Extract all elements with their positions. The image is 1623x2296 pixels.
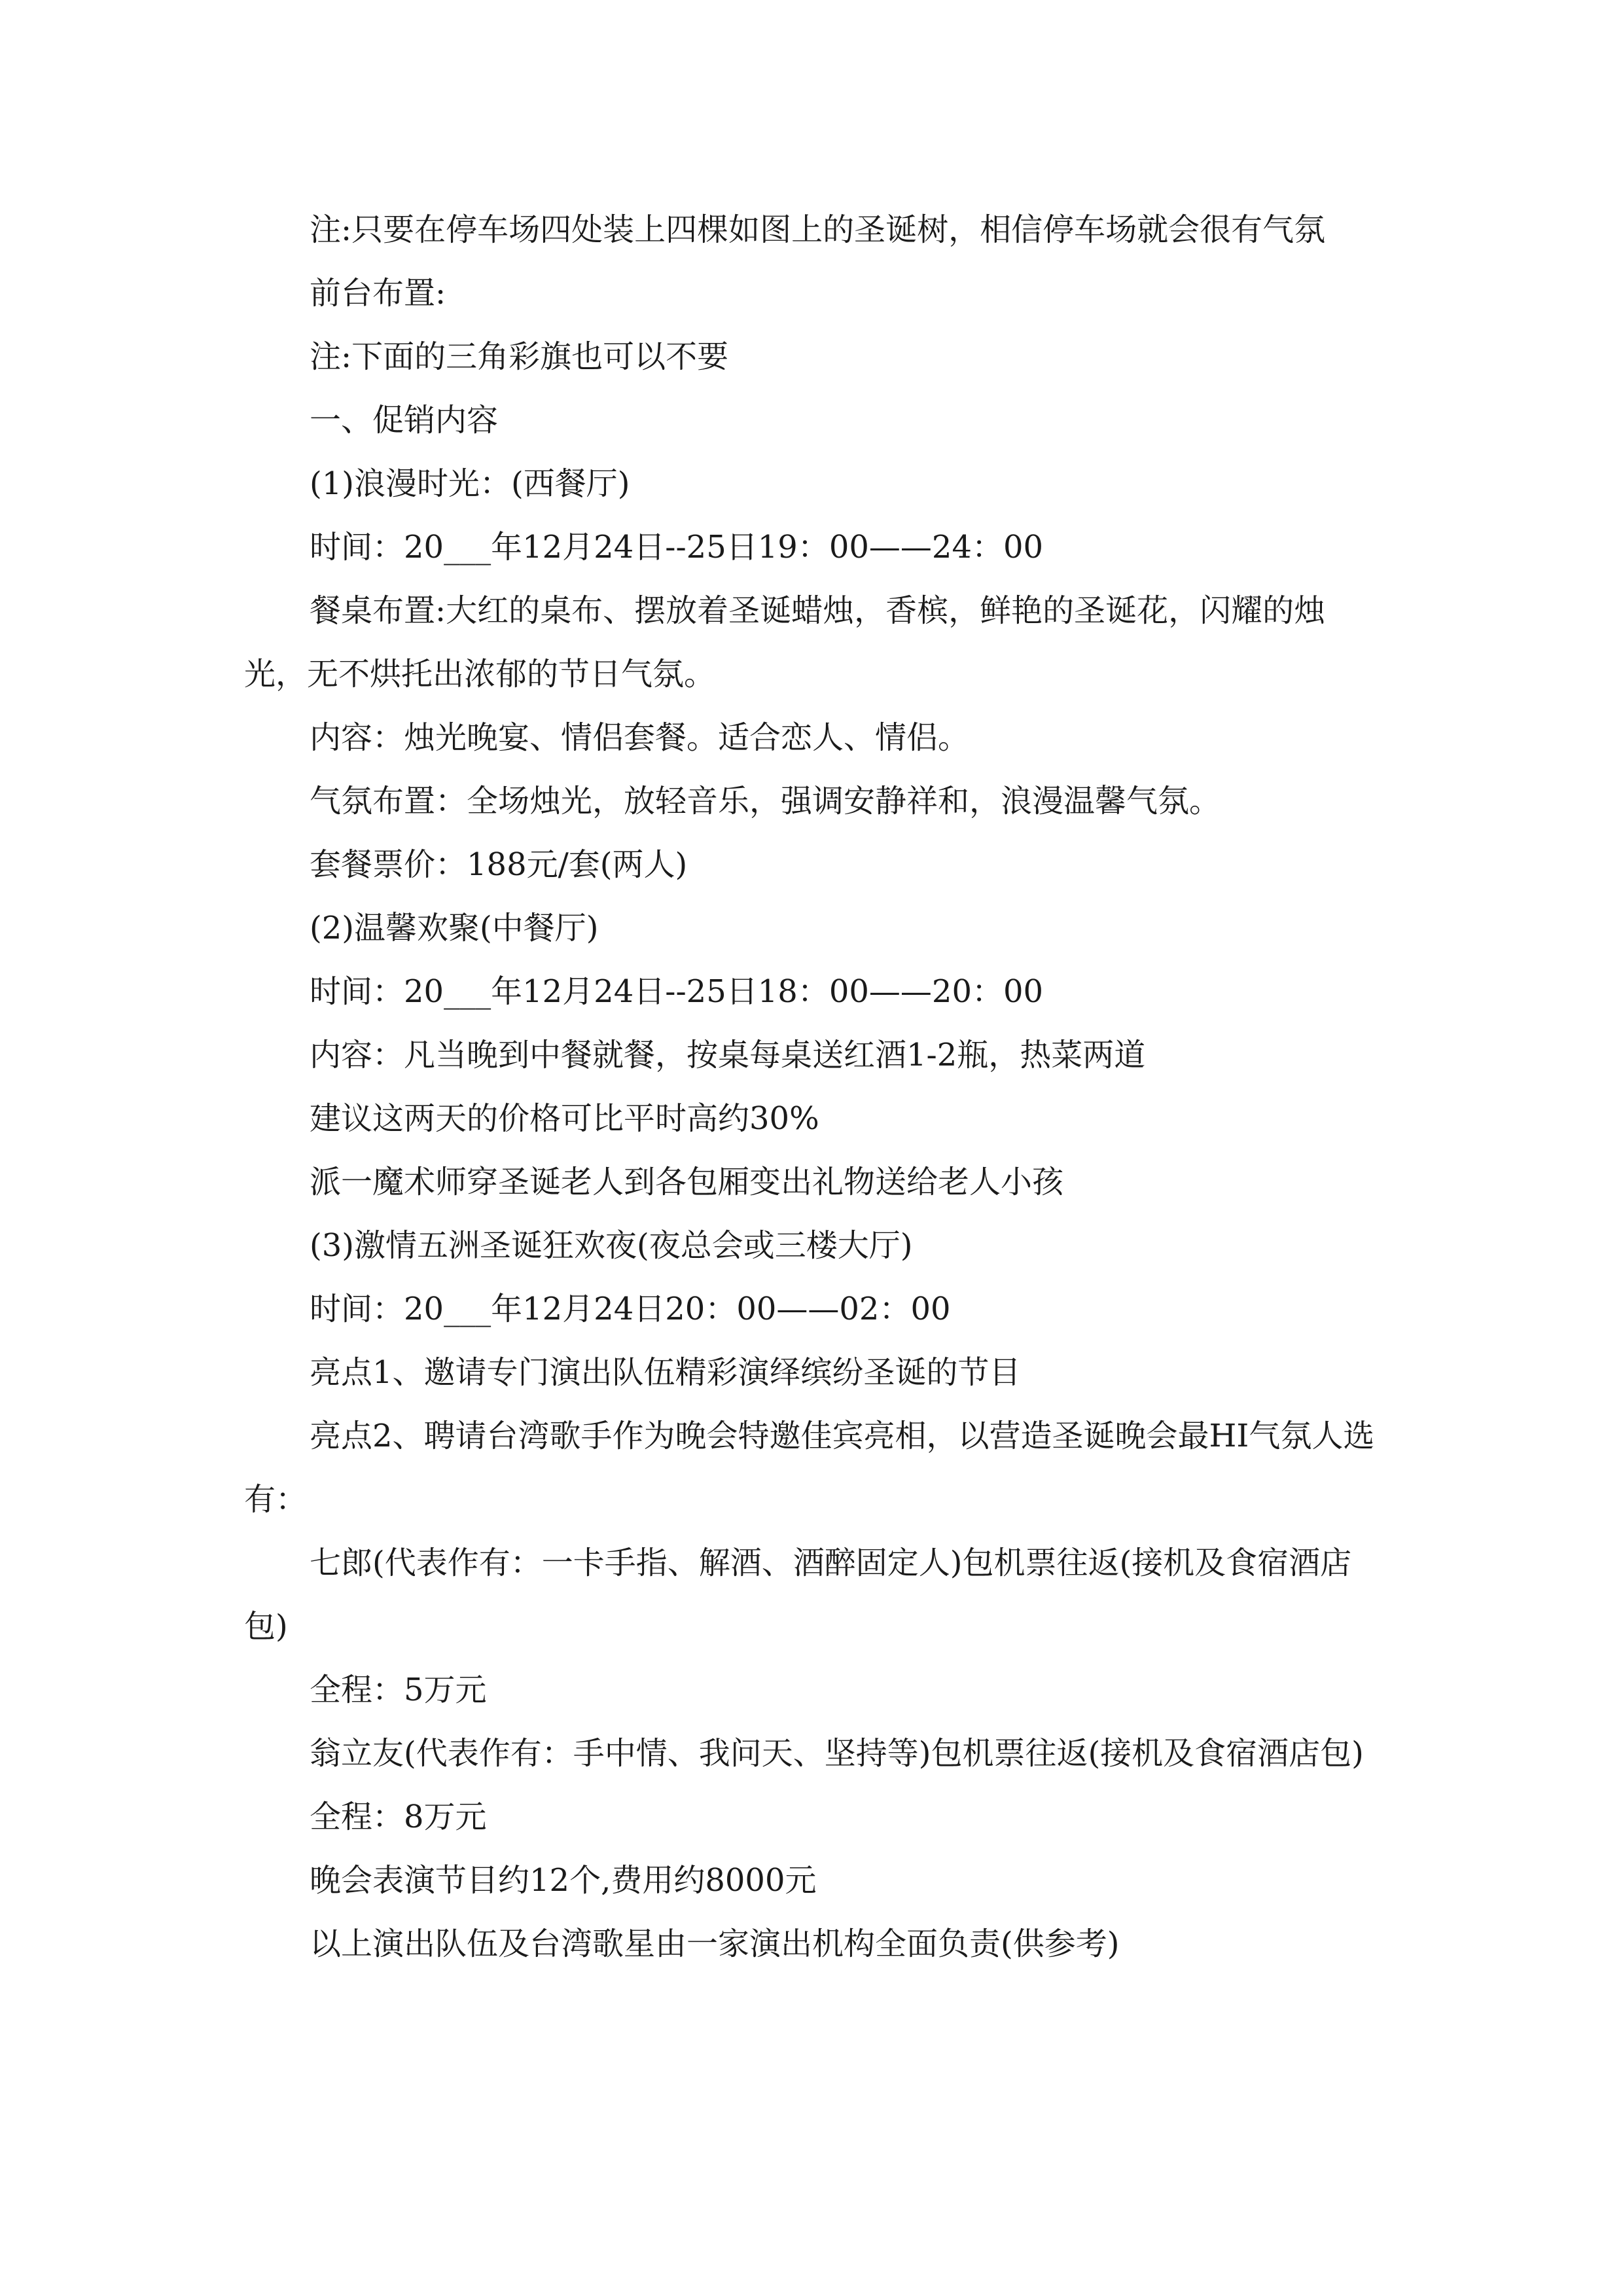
paragraph-atmosphere: 气氛布置：全场烛光，放轻音乐，强调安静祥和，浪漫温馨气氛。 (310, 783, 1221, 819)
paragraph-content-2: 内容：凡当晚到中餐就餐，按桌每桌送红酒1-2瓶，热菜两道 (310, 1037, 1146, 1073)
paragraph-front-desk: 前台布置: (310, 275, 446, 312)
paragraph-content-1: 内容：烛光晚宴、情侣套餐。适合恋人、情侣。 (310, 719, 970, 756)
paragraph-magician: 派一魔术师穿圣诞老人到各包厢变出礼物送给老人小孩 (310, 1164, 1064, 1200)
paragraph-reference-note: 以上演出队伍及台湾歌星由一家演出机构全面负责(供参考) (310, 1926, 1120, 1962)
paragraph-fee-2: 全程：8万元 (310, 1799, 487, 1835)
section-heading-promotion: 一、促销内容 (310, 402, 499, 439)
paragraph-highlight-2: 亮点2、聘请台湾歌手作为晚会特邀佳宾亮相，以营造圣诞晚会最HI气氛人选有： (244, 1418, 1375, 1518)
subheading-romantic-time: (1)浪漫时光：(西餐厅) (310, 465, 630, 502)
paragraph-time-2: 时间：20___年12月24日--25日18：00——20：00 (310, 973, 1044, 1010)
paragraph-program-cost: 晚会表演节目约12个,费用约8000元 (310, 1862, 817, 1899)
paragraph-parking-note: 注:只要在停车场四处装上四棵如图上的圣诞树，相信停车场就会很有气氛 (310, 211, 1326, 248)
paragraph-price-suggestion: 建议这两天的价格可比平时高约30% (310, 1100, 819, 1137)
paragraph-table-setup: 餐桌布置:大红的桌布、摆放着圣诞蜡烛，香槟，鲜艳的圣诞花，闪耀的烛光，无不烘托出浓郁的节日气氛。 (244, 592, 1326, 692)
document-body (244, 198, 1383, 1976)
paragraph-ticket-price: 套餐票价：188元/套(两人) (310, 846, 688, 883)
paragraph-time-3: 时间：20___年12月24日20：00——02：00 (310, 1291, 951, 1327)
paragraph-highlight-1: 亮点1、邀请专门演出队伍精彩演绎缤纷圣诞的节目 (310, 1354, 1021, 1391)
subheading-carnival-night: (3)激情五洲圣诞狂欢夜(夜总会或三楼大厅) (310, 1227, 913, 1264)
paragraph-time-1: 时间：20___年12月24日--25日19：00——24：00 (310, 529, 1044, 565)
paragraph-singer-qilang: 七郎(代表作有：一卡手指、解酒、酒醉固定人)包机票往返(接机及食宿酒店包) (244, 1545, 1352, 1645)
paragraph-singer-wengliyou: 翁立友(代表作有：手中情、我问天、坚持等)包机票往返(接机及食宿酒店包) (310, 1735, 1364, 1772)
paragraph-fee-1: 全程：5万元 (310, 1672, 487, 1708)
paragraph-flag-note: 注:下面的三角彩旗也可以不要 (310, 338, 729, 375)
subheading-warm-gathering: (2)温馨欢聚(中餐厅) (310, 910, 599, 946)
